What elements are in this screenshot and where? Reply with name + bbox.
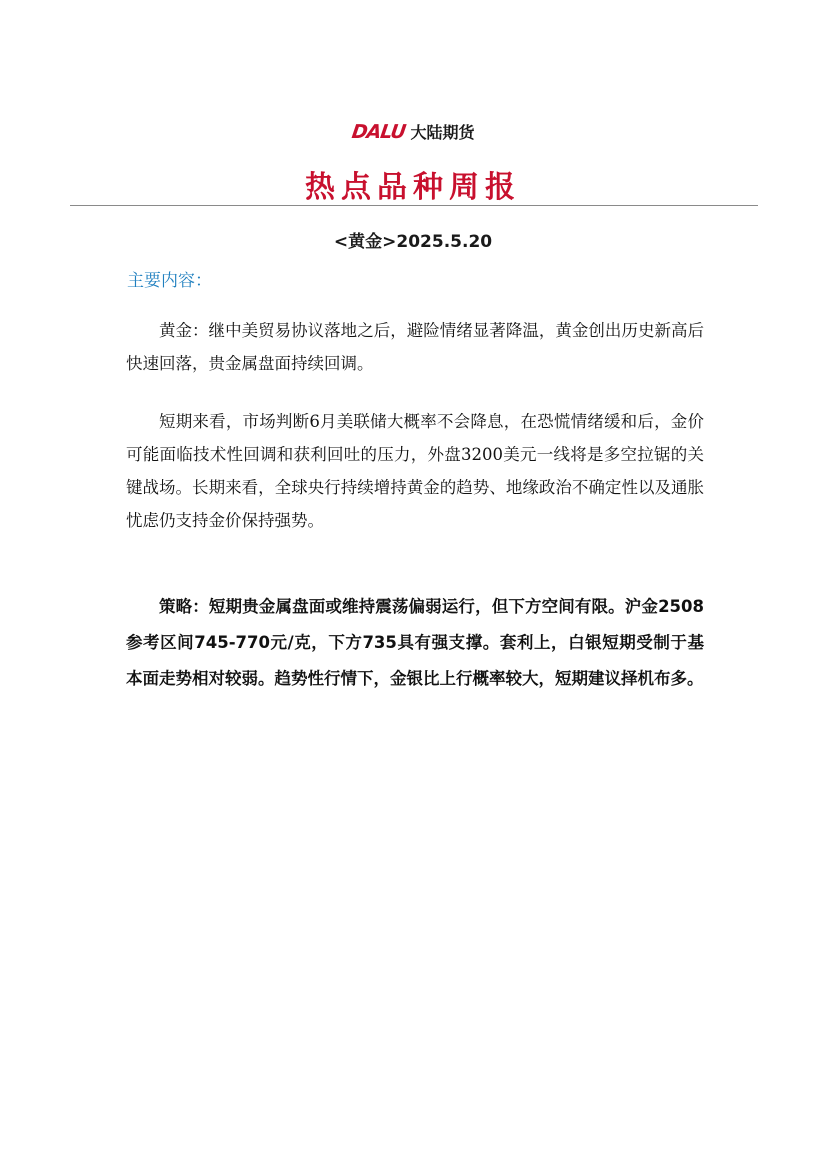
logo-text: 大陆期货 [410,123,475,142]
paragraph-strategy: 策略：短期贵金属盘面或维持震荡偏弱运行，但下方空间有限。沪金2508参考区间745-770元/克，下方735具有强支撑。套利上，白银短期受制于基本面走势相对较弱。趋势性行情下，金银比上行概率较大，短期建议择机布多。 [126,597,704,688]
report-title: 热点品种周报 [305,170,521,205]
logo-mark: DALU [349,120,407,143]
paragraph-overview: 黄金：继中美贸易协议落地之后，避险情绪显著降温，黄金创出历史新高后快速回落，贵金属盘面持续回调。 [126,321,704,373]
section-label: 主要内容： [127,271,212,291]
company-logo [0,120,826,143]
report-subtitle: <黄金>2025.5.20 [333,232,493,252]
paragraph-outlook: 短期来看，市场判断6月美联储大概率不会降息，在恐慌情绪缓和后，金价可能面临技术性回调和获利回吐的压力，外盘3200美元一线将是多空拉锯的关键战场。长期来看，全球央行持续增持黄金的趋势、地缘政治不确定性以及通胀忧虑仍支持金价保持强势。 [126,412,704,530]
header-divider [70,205,758,206]
